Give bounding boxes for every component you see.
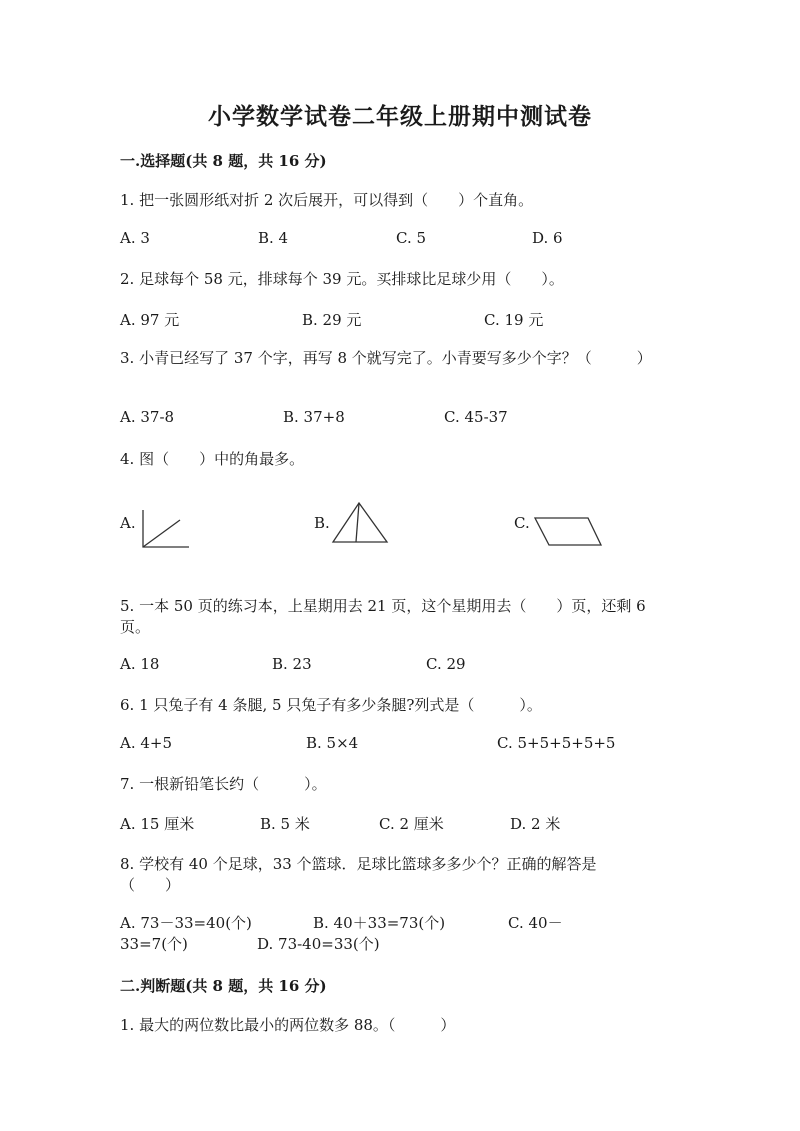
q4-option-b: B. — [314, 514, 330, 532]
q7-option-c: C. 2 厘米 — [379, 815, 444, 833]
q8-option-d: D. 73-40=33(个) — [257, 935, 380, 953]
q7-option-d: D. 2 米 — [510, 815, 561, 833]
question-8-line-2: （ ） — [120, 876, 181, 894]
question-8-line-1: 8. 学校有 40 个足球，33 个篮球．足球比篮球多多少个？正确的解答是 — [120, 855, 597, 873]
q8-option-c-continued: 33=7(个) — [120, 935, 188, 953]
question-6: 6. 1 只兔子有 4 条腿, 5 只兔子有多少条腿?列式是（ ）。 — [120, 696, 542, 714]
q8-option-a: A. 73－33=40(个) — [120, 914, 252, 932]
q1-option-d: D. 6 — [532, 229, 563, 247]
q5-option-a: A. 18 — [120, 655, 160, 673]
q5-option-b: B. 23 — [272, 655, 312, 673]
q6-option-a: A. 4+5 — [120, 734, 173, 752]
q1-option-b: B. 4 — [258, 229, 289, 247]
question-2: 2. 足球每个 58 元，排球每个 39 元。买排球比足球少用（ ）。 — [120, 270, 564, 288]
q8-option-c: C. 40－ — [508, 914, 563, 932]
judgement-question-1: 1. 最大的两位数比最小的两位数多 88。（ ） — [120, 1016, 456, 1034]
q2-option-b: B. 29 元 — [302, 311, 362, 329]
q2-option-a: A. 97 元 — [120, 311, 180, 329]
q1-option-c: C. 5 — [396, 229, 427, 247]
q8-option-b: B. 40＋33=73(个) — [313, 914, 446, 932]
parallelogram-figure — [532, 514, 604, 550]
question-5-line-2: 页。 — [120, 618, 151, 636]
q5-option-c: C. 29 — [426, 655, 466, 673]
page-title: 小学数学试卷二年级上册期中测试卷 — [208, 103, 592, 130]
section-heading-judgement: 二.判断题(共 8 题，共 16 分) — [120, 977, 327, 995]
question-3: 3. 小青已经写了 37 个字，再写 8 个就写完了。小青要写多少个字？（ ） — [120, 349, 652, 367]
q4-option-c: C. — [514, 514, 530, 532]
q7-option-b: B. 5 米 — [260, 815, 310, 833]
q2-option-c: C. 19 元 — [484, 311, 544, 329]
question-5-line-1: 5. 一本 50 页的练习本，上星期用去 21 页，这个星期用去（ ）页，还剩 6 — [120, 597, 646, 615]
q3-option-c: C. 45-37 — [444, 408, 508, 426]
q3-option-a: A. 37-8 — [120, 408, 175, 426]
q1-option-a: A. 3 — [120, 229, 150, 247]
triangle-figure — [330, 500, 390, 546]
question-7: 7. 一根新铅笔长约（ ）。 — [120, 775, 327, 793]
question-1: 1. 把一张圆形纸对折 2 次后展开，可以得到（ ）个直角。 — [120, 191, 534, 209]
angle-figure — [138, 508, 194, 550]
q4-option-a: A. — [120, 514, 136, 532]
q7-option-a: A. 15 厘米 — [120, 815, 195, 833]
section-heading-choice: 一.选择题(共 8 题，共 16 分) — [120, 152, 327, 170]
q3-option-b: B. 37+8 — [283, 408, 345, 426]
question-4: 4. 图（ ）中的角最多。 — [120, 450, 305, 468]
q6-option-b: B. 5×4 — [306, 734, 359, 752]
q6-option-c: C. 5+5+5+5+5 — [497, 734, 616, 752]
